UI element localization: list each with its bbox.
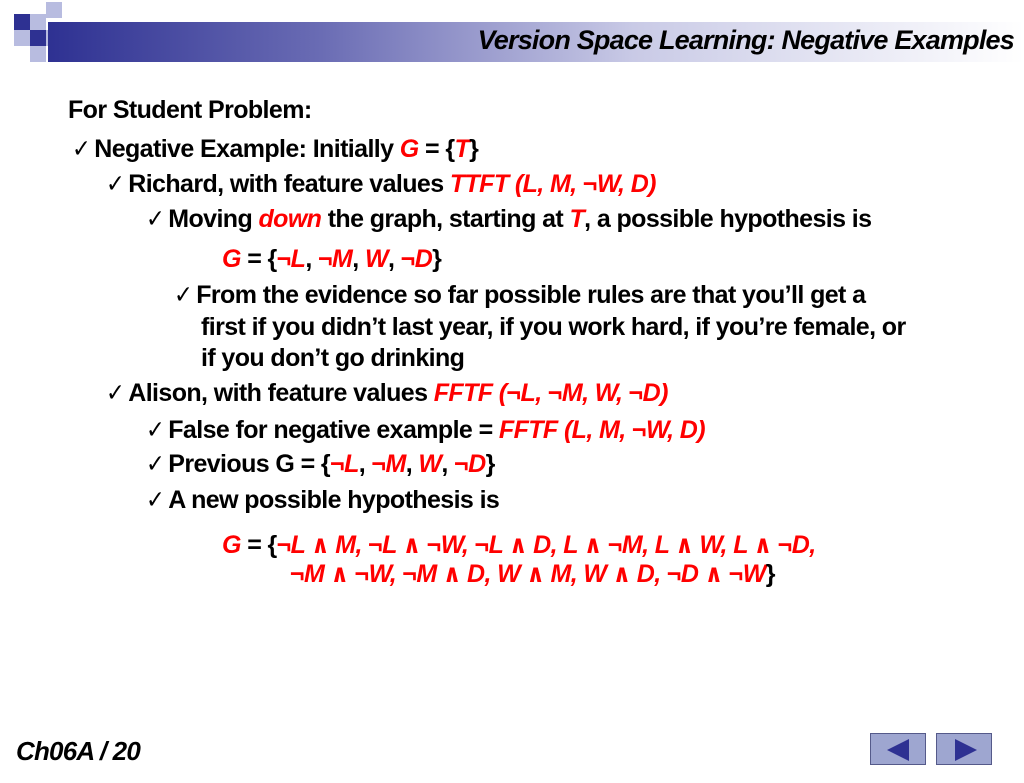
- logo-square-light-1: [30, 14, 46, 30]
- next-slide-button[interactable]: [936, 733, 992, 765]
- check-icon: ✓: [72, 135, 91, 163]
- check-icon: ✓: [146, 205, 165, 233]
- line-hypothesis-g: G = {¬L, ¬M, W, ¬D}: [222, 245, 442, 273]
- line-alison: ✓ Alison, with feature values FFTF (¬L, ¬M, W, ¬D): [106, 379, 668, 407]
- line-student-problem: For Student Problem:: [68, 96, 312, 124]
- line-moving-down: ✓ Moving down the graph, starting at T, a possible hypothesis is: [146, 205, 872, 233]
- check-icon: ✓: [146, 486, 165, 514]
- logo-square-light-2: [46, 2, 62, 18]
- logo-square-light-5: [30, 46, 46, 62]
- logo-square-light-3: [14, 30, 30, 46]
- line-evidence-1: ✓ From the evidence so far possible rules are that you’ll get a: [174, 281, 866, 309]
- line-new-hypothesis: ✓ A new possible hypothesis is: [146, 486, 500, 514]
- check-icon: ✓: [174, 281, 193, 309]
- triangle-left-icon: [871, 734, 927, 766]
- line-false-negative: ✓ False for negative example = FFTF (L, M, ¬W, D): [146, 416, 705, 444]
- triangle-right-icon: [937, 734, 993, 766]
- logo-square-dark-1: [14, 14, 30, 30]
- line-new-g-1: G = {¬L ∧ M, ¬L ∧ ¬W, ¬L ∧ D, L ∧ ¬M, L ∧ W, L ∧ ¬D,: [222, 531, 816, 559]
- slide-title: Version Space Learning: Negative Examples: [477, 25, 1014, 55]
- line-evidence-2: first if you didn’t last year, if you work hard, if you’re female, or: [201, 313, 906, 341]
- check-icon: ✓: [146, 450, 165, 478]
- line-richard: ✓ Richard, with feature values TTFT (L, M, ¬W, D): [106, 170, 656, 198]
- prev-slide-button[interactable]: [870, 733, 926, 765]
- line-negative-example: ✓ Negative Example: Initially G = {T}: [72, 135, 479, 163]
- check-icon: ✓: [106, 170, 125, 198]
- line-new-g-2: ¬M ∧ ¬W, ¬M ∧ D, W ∧ M, W ∧ D, ¬D ∧ ¬W}: [290, 560, 775, 588]
- check-icon: ✓: [146, 416, 165, 444]
- logo-square-dark-2: [30, 30, 46, 46]
- check-icon: ✓: [106, 379, 125, 407]
- slide-number: Ch06A / 20: [16, 736, 140, 766]
- line-evidence-3: if you don’t go drinking: [201, 344, 465, 372]
- line-previous-g: ✓ Previous G = {¬L, ¬M, W, ¬D}: [146, 450, 495, 478]
